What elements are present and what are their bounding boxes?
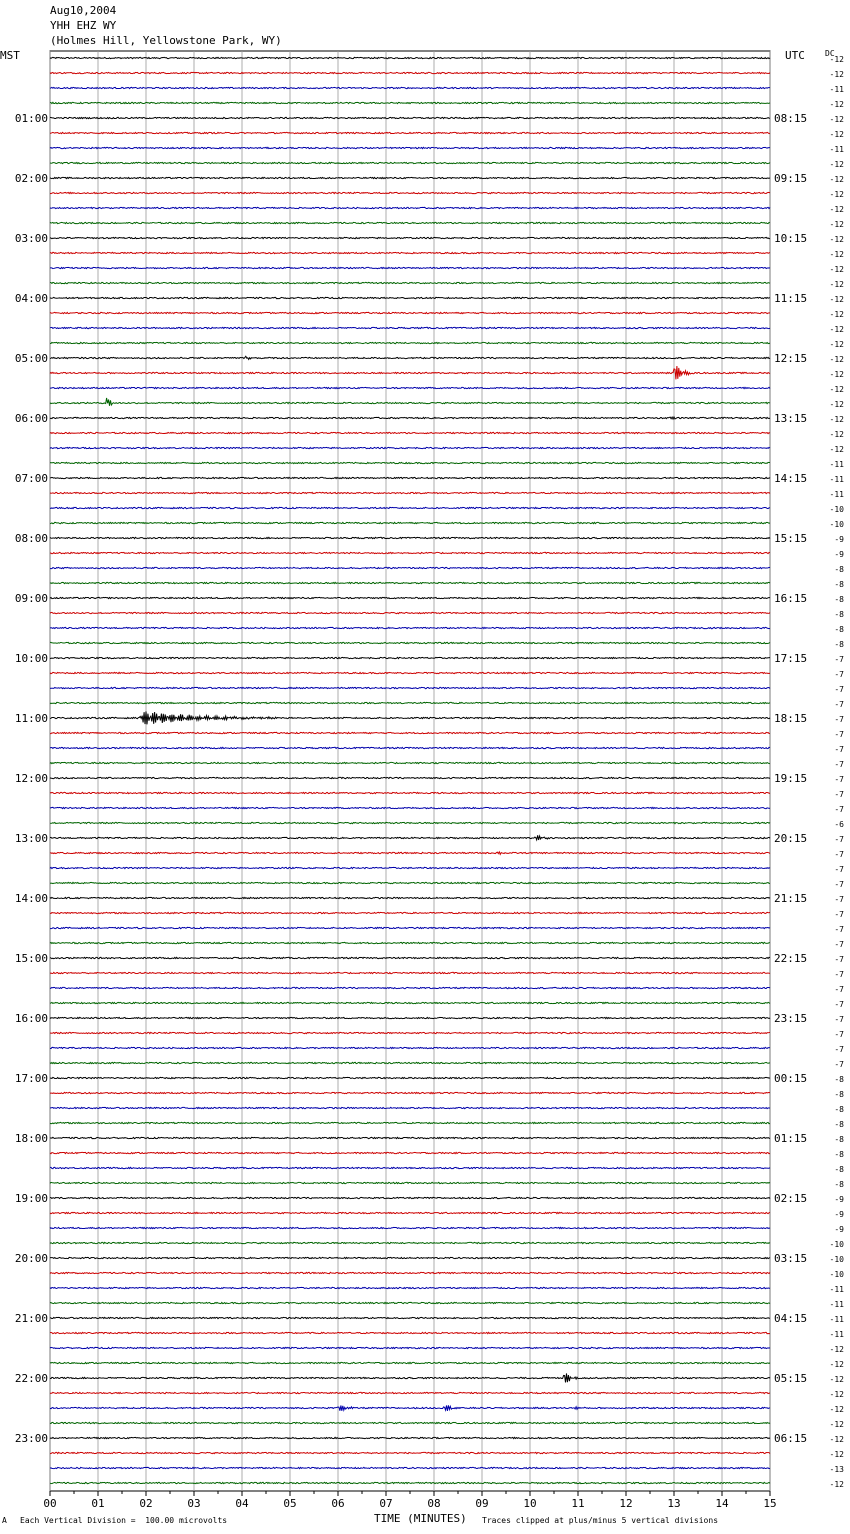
right-hour-label: 02:15 [774, 1192, 808, 1205]
dc-offset-label: -12 [829, 1405, 844, 1414]
left-hour-label: 06:00 [14, 412, 48, 425]
trace-89 [50, 1392, 770, 1393]
x-tick-label: 00 [43, 1497, 57, 1510]
trace-42 [50, 687, 770, 688]
dc-offset-label: -12 [829, 340, 844, 349]
trace-94 [50, 1467, 770, 1468]
right-hour-label: 10:15 [774, 232, 808, 245]
trace-3 [50, 102, 770, 103]
right-hour-label: 23:15 [774, 1012, 808, 1025]
station-label: YHH EHZ WY [50, 19, 117, 32]
trace-86 [50, 1347, 770, 1348]
trace-81 [50, 1272, 770, 1273]
right-hour-label: 17:15 [774, 652, 808, 665]
trace-36 [50, 597, 770, 598]
dc-offset-label: -12 [829, 1390, 844, 1399]
trace-79 [50, 1242, 770, 1243]
dc-offset-label: -13 [829, 1465, 844, 1474]
trace-29 [50, 492, 770, 493]
dc-offset-label: -7 [834, 850, 844, 859]
dc-offset-label: -12 [829, 55, 844, 64]
trace-23 [50, 398, 770, 406]
dc-offset-label: -8 [834, 1165, 844, 1174]
dc-offset-label: -9 [834, 535, 844, 544]
dc-offset-label: -7 [834, 655, 844, 664]
dc-offset-label: -8 [834, 610, 844, 619]
dc-offset-label: -11 [829, 1300, 844, 1309]
trace-17 [50, 312, 770, 313]
trace-9 [50, 192, 770, 193]
trace-72 [50, 1137, 770, 1138]
dc-offset-label: -9 [834, 1210, 844, 1219]
trace-26 [50, 447, 770, 448]
trace-73 [50, 1152, 770, 1153]
date-label: Aug10,2004 [50, 4, 117, 17]
trace-2 [50, 87, 770, 88]
left-hour-label: 11:00 [14, 712, 48, 725]
x-tick-label: 11 [571, 1497, 585, 1510]
dc-offset-label: -12 [829, 205, 844, 214]
trace-6 [50, 147, 770, 148]
x-tick-label: 01 [91, 1497, 105, 1510]
right-hour-label: 03:15 [774, 1252, 808, 1265]
trace-19 [50, 342, 770, 343]
dc-offset-label: -12 [829, 445, 844, 454]
trace-63 [50, 1002, 770, 1003]
utc-label: UTC [785, 49, 805, 62]
trace-15 [50, 282, 770, 283]
right-hour-label: 20:15 [774, 832, 808, 845]
trace-85 [50, 1332, 770, 1333]
trace-8 [50, 177, 770, 178]
dc-offset-label: -8 [834, 640, 844, 649]
dc-offset-label: -7 [834, 715, 844, 724]
x-tick-label: 09 [475, 1497, 489, 1510]
dc-offset-label: -12 [829, 400, 844, 409]
trace-21 [50, 366, 770, 379]
dc-offset-label: -12 [829, 250, 844, 259]
x-tick-label: 04 [235, 1497, 249, 1510]
dc-offset-label: -12 [829, 415, 844, 424]
left-hour-label: 01:00 [14, 112, 48, 125]
dc-offset-label: -12 [829, 115, 844, 124]
dc-offset-label: -6 [834, 820, 844, 829]
dc-offset-label: -7 [834, 880, 844, 889]
x-tick-label: 06 [331, 1497, 345, 1510]
right-hour-label: 14:15 [774, 472, 808, 485]
dc-offset-label: -12 [829, 235, 844, 244]
left-hour-label: 16:00 [14, 1012, 48, 1025]
trace-44 [50, 711, 770, 724]
trace-25 [50, 432, 770, 433]
trace-84 [50, 1317, 770, 1318]
left-hour-label: 03:00 [14, 232, 48, 245]
x-axis-label: TIME (MINUTES) [374, 1512, 467, 1525]
dc-offset-label: -8 [834, 565, 844, 574]
trace-78 [50, 1227, 770, 1228]
dc-offset-label: -8 [834, 1150, 844, 1159]
trace-54 [50, 867, 770, 868]
trace-57 [50, 912, 770, 913]
dc-offset-label: -8 [834, 595, 844, 604]
dc-offset-label: -7 [834, 760, 844, 769]
trace-18 [50, 327, 770, 328]
dc-offset-label: -7 [834, 910, 844, 919]
right-hour-label: 21:15 [774, 892, 808, 905]
left-hour-label: 12:00 [14, 772, 48, 785]
trace-46 [50, 747, 770, 748]
trace-49 [50, 792, 770, 793]
trace-38 [50, 627, 770, 628]
dc-offset-label: -12 [829, 220, 844, 229]
x-tick-label: 13 [667, 1497, 681, 1510]
dc-offset-label: -9 [834, 1195, 844, 1204]
dc-offset-label: -12 [829, 1360, 844, 1369]
trace-34 [50, 567, 770, 568]
dc-offset-label: -12 [829, 295, 844, 304]
dc-offset-label: -12 [829, 385, 844, 394]
trace-60 [50, 957, 770, 958]
dc-offset-label: -12 [829, 325, 844, 334]
scale-note: Each Vertical Division = 100.00 microvolts [20, 1516, 228, 1525]
right-hour-label: 12:15 [774, 352, 808, 365]
dc-offset-label: -7 [834, 1030, 844, 1039]
trace-45 [50, 732, 770, 733]
right-hour-label: 13:15 [774, 412, 808, 425]
trace-20 [50, 356, 770, 359]
dc-offset-label: -7 [834, 835, 844, 844]
dc-offset-label: -10 [829, 505, 844, 514]
trace-83 [50, 1302, 770, 1303]
dc-offset-label: -8 [834, 625, 844, 634]
left-hour-label: 20:00 [14, 1252, 48, 1265]
left-hour-label: 19:00 [14, 1192, 48, 1205]
trace-77 [50, 1212, 770, 1213]
dc-offset-label: -7 [834, 970, 844, 979]
dc-offset-label: -12 [829, 130, 844, 139]
left-hour-label: 14:00 [14, 892, 48, 905]
trace-75 [50, 1182, 770, 1183]
trace-90 [50, 1405, 770, 1411]
left-hour-label: 02:00 [14, 172, 48, 185]
dc-offset-label: -12 [829, 1345, 844, 1354]
left-hour-label: 18:00 [14, 1132, 48, 1145]
dc-offset-label: -12 [829, 1435, 844, 1444]
x-tick-label: 14 [715, 1497, 729, 1510]
trace-47 [50, 762, 770, 763]
trace-48 [50, 777, 770, 778]
trace-92 [50, 1437, 770, 1438]
left-hour-label: 17:00 [14, 1072, 48, 1085]
dc-offset-label: -7 [834, 1060, 844, 1069]
x-tick-label: 03 [187, 1497, 201, 1510]
right-hour-label: 18:15 [774, 712, 808, 725]
dc-offset-label: -8 [834, 1180, 844, 1189]
trace-11 [50, 222, 770, 223]
dc-offset-label: -7 [834, 865, 844, 874]
left-hour-label: 10:00 [14, 652, 48, 665]
dc-offset-label: -8 [834, 580, 844, 589]
dc-offset-label: -12 [829, 280, 844, 289]
right-hour-label: 04:15 [774, 1312, 808, 1325]
dc-offset-label: -8 [834, 1135, 844, 1144]
trace-1 [50, 72, 770, 73]
dc-offset-label: -7 [834, 955, 844, 964]
trace-52 [50, 835, 770, 840]
left-hour-label: 04:00 [14, 292, 48, 305]
dc-offset-label: -12 [829, 1420, 844, 1429]
right-hour-label: 01:15 [774, 1132, 808, 1145]
trace-10 [50, 207, 770, 208]
trace-5 [50, 132, 770, 133]
left-hour-label: 05:00 [14, 352, 48, 365]
x-tick-label: 02 [139, 1497, 153, 1510]
trace-14 [50, 267, 770, 268]
trace-39 [50, 642, 770, 643]
corner-mark: A [2, 1516, 7, 1525]
dc-offset-label: -9 [834, 550, 844, 559]
right-hour-label: 19:15 [774, 772, 808, 785]
trace-61 [50, 972, 770, 973]
left-hour-label: 09:00 [14, 592, 48, 605]
dc-offset-label: -7 [834, 925, 844, 934]
left-hour-label: 13:00 [14, 832, 48, 845]
dc-offset-label: -11 [829, 490, 844, 499]
dc-offset-label: -8 [834, 1090, 844, 1099]
dc-offset-label: -7 [834, 745, 844, 754]
dc-offset-label: -12 [829, 190, 844, 199]
trace-68 [50, 1077, 770, 1078]
trace-30 [50, 507, 770, 508]
dc-offset-label: -7 [834, 805, 844, 814]
dc-offset-label: -11 [829, 475, 844, 484]
trace-82 [50, 1287, 770, 1288]
right-hour-label: 09:15 [774, 172, 808, 185]
trace-33 [50, 552, 770, 553]
location-label: (Holmes Hill, Yellowstone Park, WY) [50, 34, 282, 47]
dc-offset-label: -9 [834, 1225, 844, 1234]
trace-28 [50, 477, 770, 478]
x-tick-label: 08 [427, 1497, 441, 1510]
dc-offset-label: -12 [829, 370, 844, 379]
x-tick-label: 12 [619, 1497, 633, 1510]
dc-offset-label: -7 [834, 895, 844, 904]
trace-4 [50, 117, 770, 118]
dc-offset-label: -11 [829, 145, 844, 154]
trace-35 [50, 582, 770, 583]
trace-67 [50, 1062, 770, 1063]
dc-offset-label: -12 [829, 1375, 844, 1384]
dc-label: DC [825, 49, 835, 58]
x-tick-label: 05 [283, 1497, 297, 1510]
trace-71 [50, 1122, 770, 1123]
trace-56 [50, 897, 770, 898]
right-hour-label: 16:15 [774, 592, 808, 605]
trace-50 [50, 807, 770, 808]
dc-offset-label: -11 [829, 460, 844, 469]
trace-80 [50, 1257, 770, 1258]
dc-offset-label: -7 [834, 670, 844, 679]
dc-offset-label: -12 [829, 70, 844, 79]
left-hour-label: 15:00 [14, 952, 48, 965]
trace-40 [50, 657, 770, 658]
trace-22 [50, 387, 770, 388]
dc-offset-label: -7 [834, 775, 844, 784]
trace-55 [50, 882, 770, 883]
x-tick-label: 10 [523, 1497, 537, 1510]
trace-93 [50, 1452, 770, 1453]
dc-offset-label: -7 [834, 940, 844, 949]
trace-41 [50, 672, 770, 673]
trace-69 [50, 1092, 770, 1093]
right-hour-label: 00:15 [774, 1072, 808, 1085]
dc-offset-label: -12 [829, 1450, 844, 1459]
dc-offset-label: -12 [829, 430, 844, 439]
trace-31 [50, 522, 770, 523]
dc-offset-label: -7 [834, 985, 844, 994]
left-hour-label: 08:00 [14, 532, 48, 545]
trace-53 [50, 852, 770, 855]
left-hour-label: 07:00 [14, 472, 48, 485]
trace-87 [50, 1362, 770, 1363]
trace-76 [50, 1197, 770, 1198]
trace-88 [50, 1373, 770, 1382]
trace-13 [50, 252, 770, 253]
trace-64 [50, 1017, 770, 1018]
trace-0 [50, 57, 770, 58]
dc-offset-label: -10 [829, 1255, 844, 1264]
x-tick-label: 07 [379, 1497, 393, 1510]
trace-66 [50, 1047, 770, 1048]
trace-16 [50, 297, 770, 298]
trace-32 [50, 537, 770, 538]
dc-offset-label: -12 [829, 175, 844, 184]
clip-note: Traces clipped at plus/minus 5 vertical divisions [482, 1516, 719, 1525]
dc-offset-label: -11 [829, 1315, 844, 1324]
dc-offset-label: -7 [834, 685, 844, 694]
dc-offset-label: -12 [829, 1480, 844, 1489]
dc-offset-label: -7 [834, 790, 844, 799]
trace-12 [50, 237, 770, 238]
right-hour-label: 06:15 [774, 1432, 808, 1445]
dc-offset-label: -7 [834, 1015, 844, 1024]
dc-offset-label: -8 [834, 1075, 844, 1084]
dc-offset-label: -7 [834, 1000, 844, 1009]
dc-offset-label: -7 [834, 1045, 844, 1054]
trace-74 [50, 1167, 770, 1168]
trace-70 [50, 1107, 770, 1108]
right-hour-label: 11:15 [774, 292, 808, 305]
trace-65 [50, 1032, 770, 1033]
trace-43 [50, 702, 770, 703]
right-hour-label: 08:15 [774, 112, 808, 125]
trace-62 [50, 987, 770, 988]
mst-label: MST [0, 49, 20, 62]
plot-frame [50, 51, 770, 1491]
dc-offset-label: -11 [829, 1285, 844, 1294]
left-hour-label: 23:00 [14, 1432, 48, 1445]
x-tick-label: 15 [763, 1497, 777, 1510]
dc-offset-label: -12 [829, 355, 844, 364]
dc-offset-label: -8 [834, 1120, 844, 1129]
trace-51 [50, 822, 770, 823]
right-hour-label: 15:15 [774, 532, 808, 545]
dc-offset-label: -12 [829, 160, 844, 169]
dc-offset-label: -7 [834, 700, 844, 709]
trace-59 [50, 942, 770, 943]
trace-91 [50, 1422, 770, 1423]
dc-offset-label: -7 [834, 730, 844, 739]
trace-37 [50, 612, 770, 613]
dc-offset-label: -12 [829, 265, 844, 274]
dc-offset-label: -8 [834, 1105, 844, 1114]
left-hour-label: 22:00 [14, 1372, 48, 1385]
dc-offset-label: -11 [829, 85, 844, 94]
dc-offset-label: -10 [829, 1240, 844, 1249]
dc-offset-label: -10 [829, 520, 844, 529]
trace-95 [50, 1482, 770, 1483]
trace-58 [50, 927, 770, 928]
trace-7 [50, 162, 770, 163]
dc-offset-label: -12 [829, 310, 844, 319]
trace-24 [50, 417, 770, 419]
right-hour-label: 22:15 [774, 952, 808, 965]
dc-offset-label: -10 [829, 1270, 844, 1279]
trace-27 [50, 462, 770, 463]
left-hour-label: 21:00 [14, 1312, 48, 1325]
dc-offset-label: -11 [829, 1330, 844, 1339]
right-hour-label: 05:15 [774, 1372, 808, 1385]
dc-offset-label: -12 [829, 100, 844, 109]
